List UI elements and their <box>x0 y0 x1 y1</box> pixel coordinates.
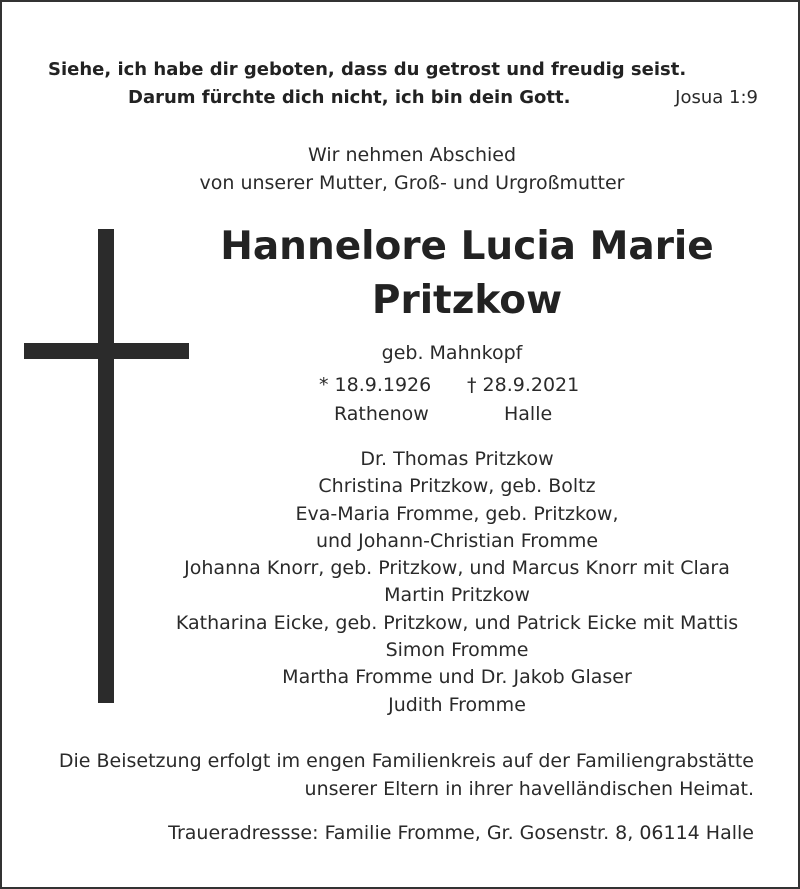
burial-notice <box>14 747 754 803</box>
mourner-line: Judith Fromme <box>388 693 526 716</box>
condolence-address: Traueradressse: Familie Fromme, Gr. Gosenstr. 8, 06114 Halle <box>168 822 754 844</box>
mourner-line: Eva-Maria Fromme, geb. Pritzkow, <box>295 502 619 525</box>
life-dates <box>302 371 602 399</box>
deceased-name-line-2: Pritzkow <box>371 278 563 323</box>
deceased-name <box>157 220 777 328</box>
cross-horizontal-bar <box>24 343 189 359</box>
farewell-intro <box>162 141 662 197</box>
deceased-name-line-1: Hannelore Lucia Marie <box>220 224 714 269</box>
death-date: † 28.9.2021 <box>467 374 580 396</box>
death-place: Halle <box>504 403 553 425</box>
mourner-line: Simon Fromme <box>385 639 529 662</box>
burial-line-1: Die Beisetzung erfolgt im engen Familienkreis auf der Familiengrabstätte <box>58 750 754 772</box>
intro-line-2: von unserer Mutter, Groß- und Urgroßmutter <box>199 172 625 194</box>
mourner-line: Johanna Knorr, geb. Pritzkow, und Marcus Knorr mit Clara <box>184 557 730 580</box>
mourner-line: Dr. Thomas Pritzkow <box>360 448 554 470</box>
birth-date: * 18.9.1926 <box>319 374 432 396</box>
mourner-line: und Johann-Christian Fromme <box>315 529 599 552</box>
mourner-line: Martin Pritzkow <box>384 584 530 607</box>
mourner-line: Katharina Eicke, geb. Pritzkow, und Patrick Eicke mit Mattis <box>175 611 739 634</box>
birth-place: Rathenow <box>334 403 429 425</box>
verse-line-2: Darum fürchte dich nicht, ich bin dein Gott. <box>128 87 571 108</box>
mourners-list <box>132 446 782 719</box>
mourner-line: Christina Pritzkow, geb. Boltz <box>318 475 596 498</box>
verse-reference: Josua 1:9 <box>675 87 758 108</box>
mourner-line: Martha Fromme und Dr. Jakob Glaser <box>282 666 632 689</box>
birth-name: geb. Mahnkopf <box>381 342 523 364</box>
intro-line-1: Wir nehmen Abschied <box>307 144 517 166</box>
verse-line-1: Siehe, ich habe dir geboten, dass du getrost und freudig seist. <box>48 59 687 80</box>
cross-vertical-bar <box>98 229 114 703</box>
life-places <box>302 400 602 428</box>
burial-line-2: unserer Eltern in ihrer havelländischen Heimat. <box>304 778 754 800</box>
